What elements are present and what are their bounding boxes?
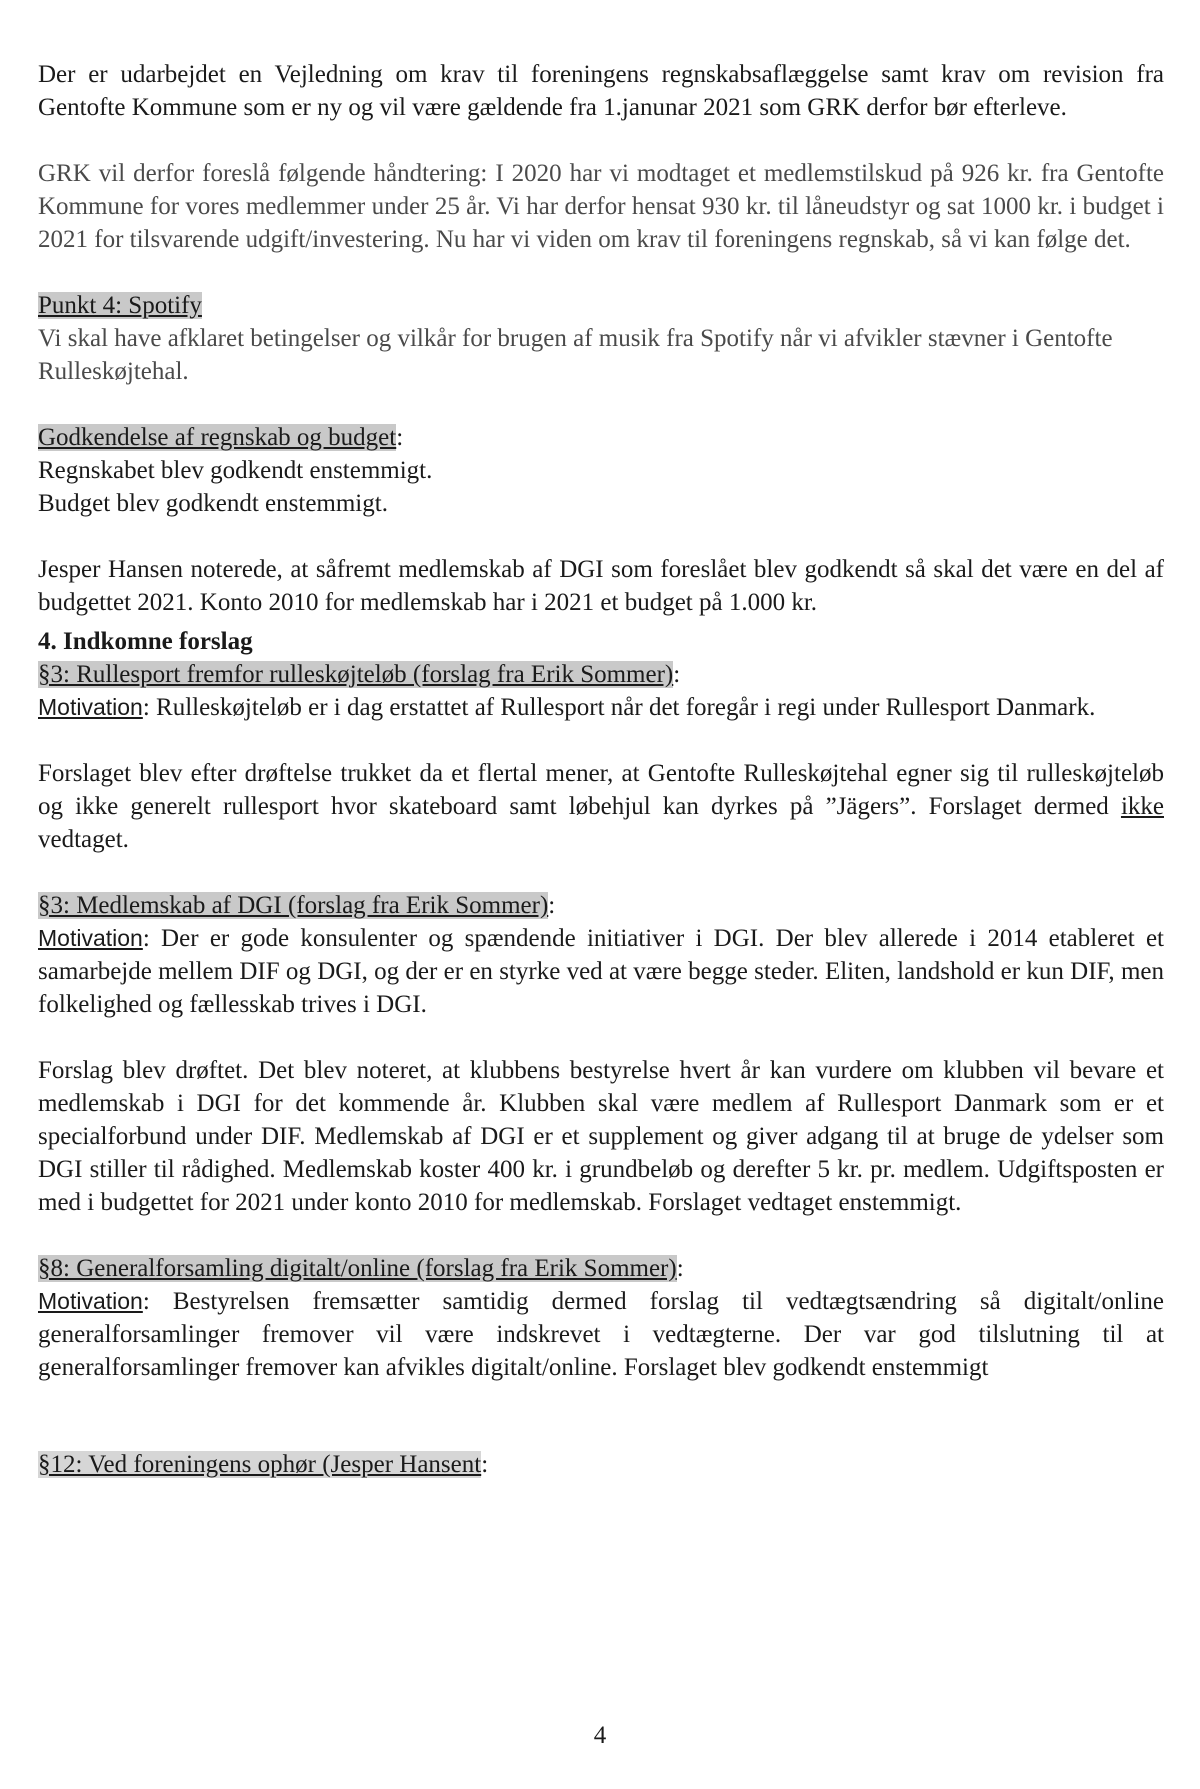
discussion-text-b: vedtaget. <box>38 826 129 853</box>
motivation-label: Motivation <box>38 694 143 720</box>
proposal-title <box>38 1252 1164 1285</box>
proposal-colon: : <box>676 1255 684 1282</box>
section-heading: 4. Indkomne forslag <box>38 628 253 655</box>
discussion-text-a: Forslaget blev efter drøftelse trukket da et flertal mener, at Gentofte Rulleskøjtehal egner sig til rulleskøjteløb og ikke generelt rullesport hvor skateboard samt løbehjul kan dyrkes på ”Jägers”. Forslaget dermed <box>38 760 1164 820</box>
proposal-1-discussion <box>38 757 1164 856</box>
proposal-4-title-text: §12: Ved foreningens ophør (Jesper Hansent <box>38 1451 482 1478</box>
proposal-colon: : <box>481 1451 489 1478</box>
paragraph-vejledning: Der er udarbejdet en Vejledning om krav til foreningens regnskabsaflæggelse samt krav om revision fra Gentofte Kommune som er ny og vil være gældende fra 1.janunar 2021 som GRK derfor bør efterleve. <box>38 61 1164 121</box>
proposal-2-motivation <box>38 922 1164 1021</box>
page-number: 4 <box>593 1722 607 1749</box>
proposal-3-title-text: §8: Generalforsamling digitalt/online (forslag fra Erik Sommer) <box>38 1255 677 1282</box>
godkendelse-line2: Budget blev godkendt enstemmigt. <box>38 490 388 517</box>
proposal-colon: : <box>673 661 681 688</box>
paragraph-haandtering: GRK vil derfor foreslå følgende håndtering: I 2020 har vi modtaget et medlemstilskud på 926 kr. fra Gentofte Kommune for vores medlemmer under 25 år. Vi har derfor hensat 930 kr. til låneudstyr og sat 1000 kr. i budget i 2021 for tilsvarende udgift/investering. Nu har vi viden om krav til foreningens regnskab, så vi kan følge det. <box>38 160 1164 253</box>
document-page <box>38 58 1164 1481</box>
discussion-underlined-word: ikke <box>1120 793 1164 820</box>
motivation-text: : Rulleskøjteløb er i dag erstattet af Rullesport når det foregår i regi under Rullesport Danmark. <box>142 694 1096 721</box>
godkendelse-title <box>38 421 1164 454</box>
proposal-3-motivation <box>38 1285 1164 1384</box>
motivation-text: : Der er gode konsulenter og spændende initiativer i DGI. Der blev allerede i 2014 etableret et samarbejde mellem DIF og DGI, og der er en styrke ved at være begge steder. Eliten, landshold er kun DIF, men folkelighed og fællesskab trives i DGI. <box>38 925 1164 1018</box>
motivation-text: : Bestyrelsen fremsætter samtidig dermed forslag til vedtægtsændring så digitalt/online generalforsamlinger fremover vil være indskrevet i vedtægterne. Der var god tilslutning til at generalforsamlinger fremover kan afvikles digitalt/online. Forslaget blev godkendt enstemmigt <box>38 1288 1164 1381</box>
punkt4-text: Vi skal have afklaret betingelser og vilkår for brugen af musik fra Spotify når vi afvikler stævner i Gentofte Rulleskøjtehal. <box>38 325 1113 385</box>
proposal-2-title-text: §3: Medlemskab af DGI (forslag fra Erik Sommer) <box>38 892 549 919</box>
godkendelse-colon: : <box>396 424 404 451</box>
proposal-2-discussion: Forslag blev drøftet. Det blev noteret, at klubbens bestyrelse hvert år kan vurdere om klubben vil bevare et medlemskab i DGI for det kommende år. Klubben skal være medlem af Rullesport Danmark som er et specialforbund under DIF. Medlemskab af DGI er et supplement og giver adgang til at bruge de ydelser som DGI stiller til rådighed. Medlemskab koster 400 kr. i grundbeløb og derefter 5 kr. pr. medlem. Udgiftsposten er med i budgettet for 2021 under konto 2010 for medlemskab. Forslaget vedtaget enstemmigt. <box>38 1057 1164 1216</box>
proposal-1-motivation <box>38 691 1164 724</box>
proposal-title <box>38 1448 1164 1481</box>
motivation-label: Motivation <box>38 925 143 951</box>
punkt4-title <box>38 289 1164 322</box>
proposal-colon: : <box>548 892 556 919</box>
godkendelse-line1: Regnskabet blev godkendt enstemmigt. <box>38 457 433 484</box>
proposal-1-title-text: §3: Rullesport fremfor rulleskøjteløb (forslag fra Erik Sommer) <box>38 661 674 688</box>
proposal-title <box>38 658 1164 691</box>
godkendelse-title-text: Godkendelse af regnskab og budget <box>38 424 397 451</box>
paragraph-jesper: Jesper Hansen noterede, at såfremt medlemskab af DGI som foreslået blev godkendt så skal det være en del af budgettet 2021. Konto 2010 for medlemskab har i 2021 et budget på 1.000 kr. <box>38 556 1164 616</box>
punkt4-title-text: Punkt 4: Spotify <box>38 292 202 319</box>
proposal-title <box>38 889 1164 922</box>
motivation-label: Motivation <box>38 1288 143 1314</box>
